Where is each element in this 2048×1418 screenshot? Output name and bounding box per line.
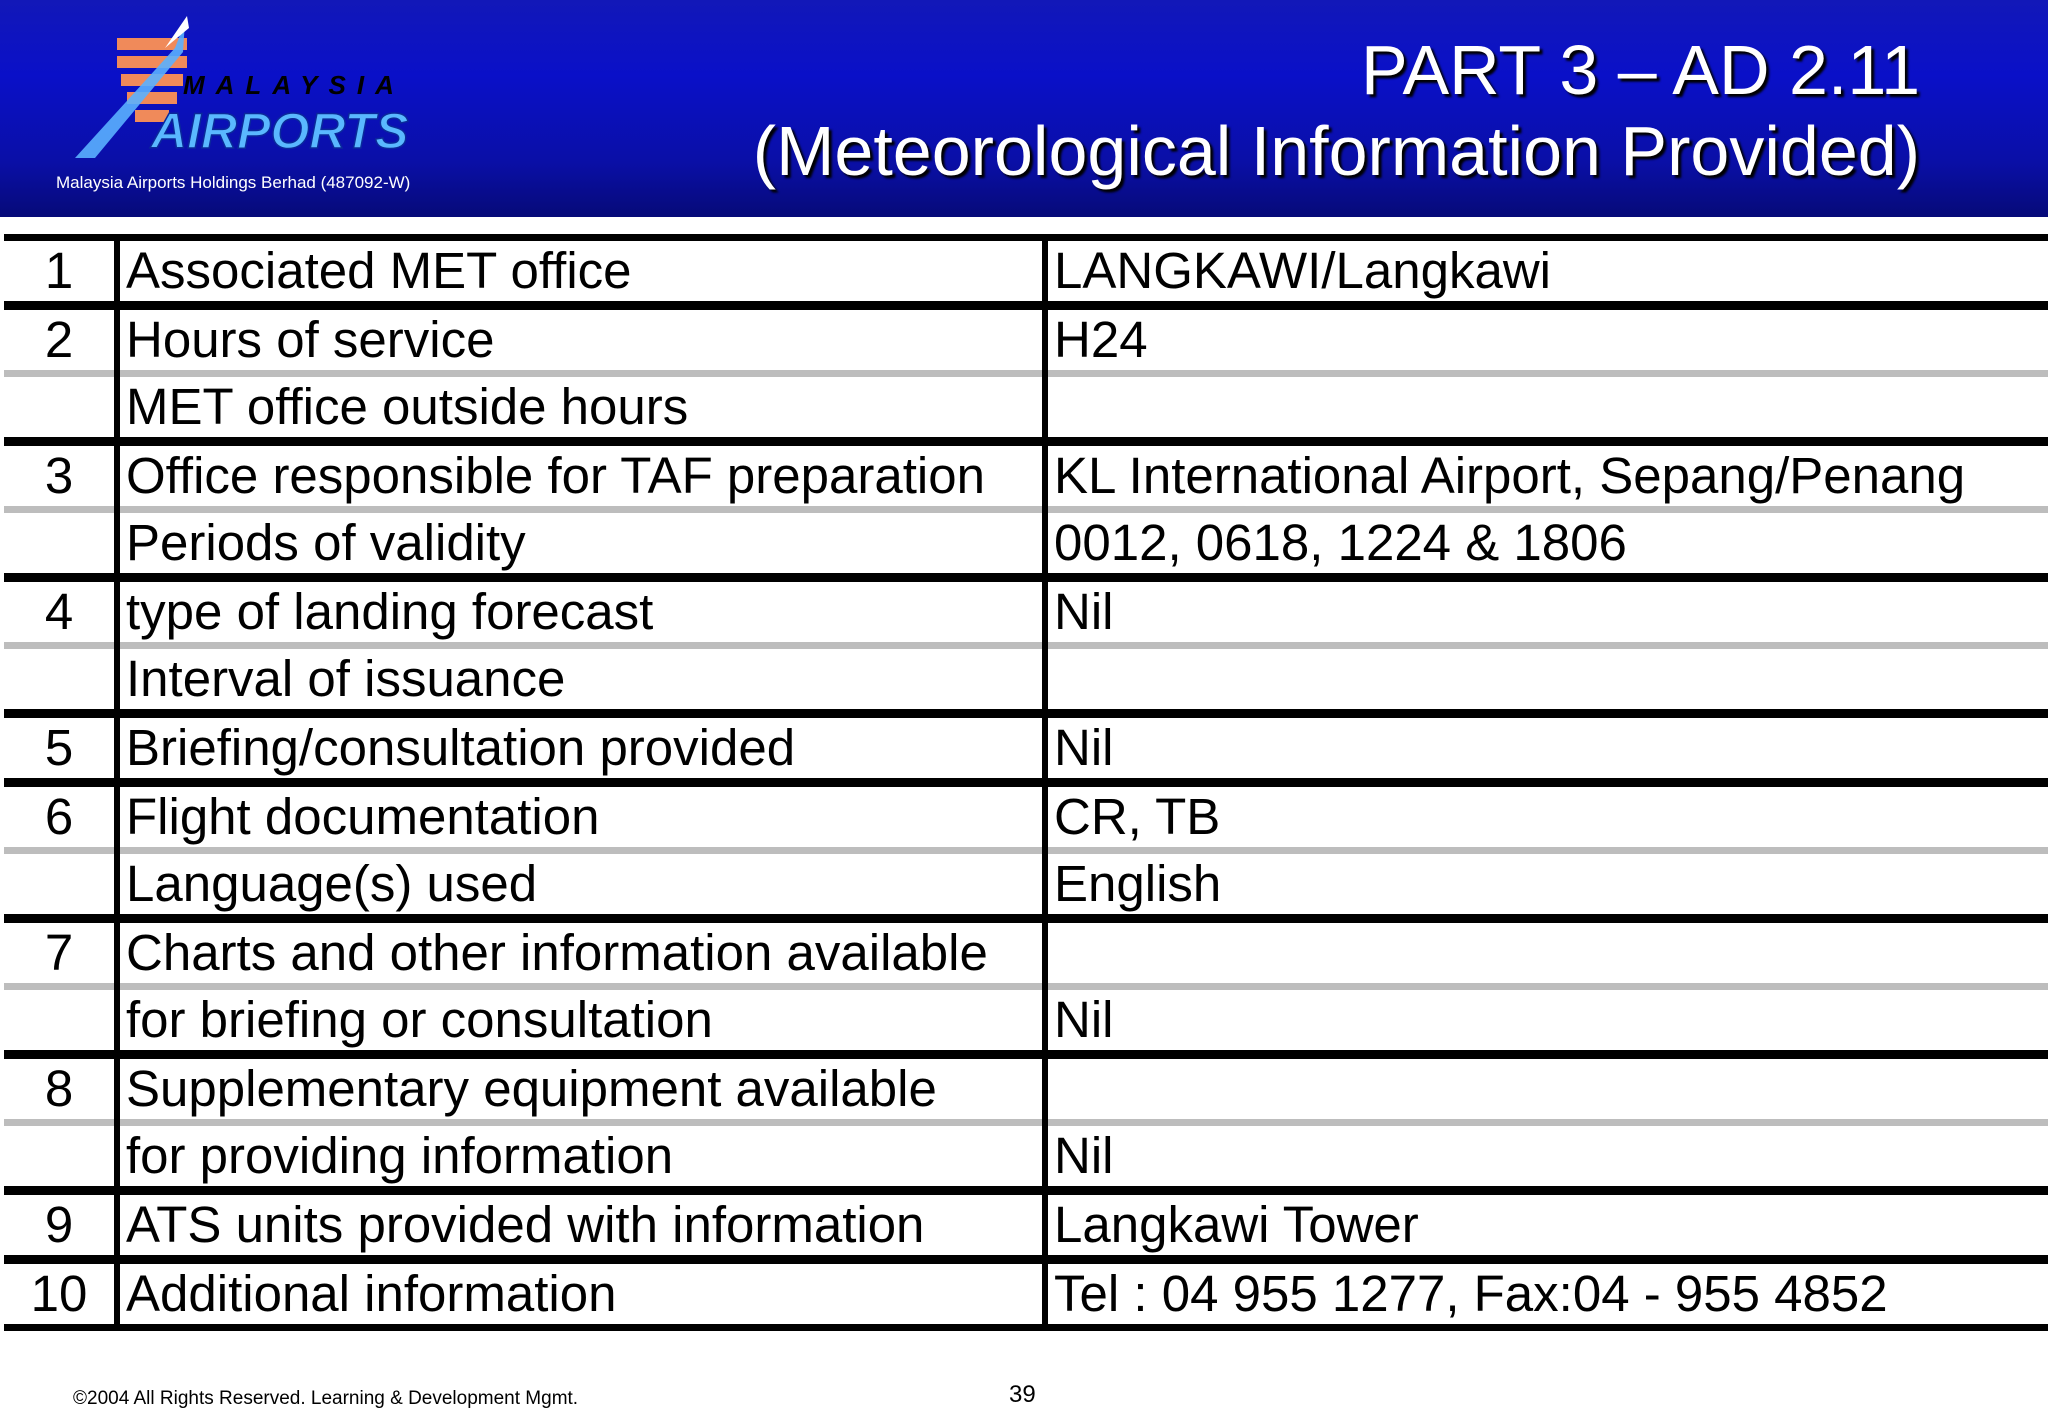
row-value: Nil [1048, 1119, 2048, 1186]
row-number [4, 370, 114, 437]
row-value: Nil [1048, 718, 2048, 778]
row-value: English [1048, 847, 2048, 914]
row-item: Language(s) used [120, 847, 1042, 914]
row-number: 5 [4, 718, 114, 778]
row-item: type of landing forecast [120, 582, 1042, 642]
table-row-group [4, 923, 2048, 1050]
row-value: H24 [1048, 310, 2048, 370]
row-item: for briefing or consultation [120, 983, 1042, 1050]
row-number [4, 506, 114, 573]
row-number: 3 [4, 446, 114, 506]
logo-bottom-text: AIRPORTS [151, 103, 409, 159]
table-row-group [4, 1195, 2048, 1255]
table-row-group [4, 446, 2048, 573]
row-number: 6 [4, 787, 114, 847]
slide-header [0, 0, 2048, 217]
title-line-1: PART 3 – AD 2.11 [1360, 31, 1920, 109]
row-item: Office responsible for TAF preparation [120, 446, 1042, 506]
row-value: Nil [1048, 983, 2048, 1050]
row-value: KL International Airport, Sepang/Penang [1048, 446, 2048, 506]
table-row-group [4, 718, 2048, 778]
row-value: 0012, 0618, 1224 & 1806 [1048, 506, 2048, 573]
row-value [1048, 1059, 2048, 1119]
table-row-group [4, 310, 2048, 437]
row-number: 10 [4, 1264, 114, 1324]
table-row-group [4, 1059, 2048, 1186]
row-number: 2 [4, 310, 114, 370]
row-item: ATS units provided with information [120, 1195, 1042, 1255]
row-item: Periods of validity [120, 506, 1042, 573]
row-value: Tel : 04 955 1277, Fax:04 - 955 4852 [1048, 1264, 2048, 1324]
row-value: Nil [1048, 582, 2048, 642]
row-number: 9 [4, 1195, 114, 1255]
row-value: LANGKAWI/Langkawi [1048, 241, 2048, 301]
table-row-group [4, 1264, 2048, 1324]
row-item: Associated MET office [120, 241, 1042, 301]
row-value: Langkawi Tower [1048, 1195, 2048, 1255]
row-item: Interval of issuance [120, 642, 1042, 709]
row-item: MET office outside hours [120, 370, 1042, 437]
row-value [1048, 370, 2048, 437]
company-name: Malaysia Airports Holdings Berhad (487092-W) [56, 173, 411, 192]
table-row-group [4, 787, 2048, 914]
title-line-2: (Meteorological Information Provided) [752, 112, 1920, 190]
malaysia-airports-logo [55, 8, 455, 168]
slide-title [753, 30, 1920, 192]
met-info-table [4, 234, 2048, 1331]
row-number: 7 [4, 923, 114, 983]
row-number: 1 [4, 241, 114, 301]
row-number [4, 847, 114, 914]
row-number: 8 [4, 1059, 114, 1119]
row-number [4, 642, 114, 709]
row-item: Hours of service [120, 310, 1042, 370]
row-item: Flight documentation [120, 787, 1042, 847]
logo-top-text: MALAYSIA [183, 70, 405, 100]
row-number [4, 1119, 114, 1186]
row-item: Charts and other information available [120, 923, 1042, 983]
row-item: for providing information [120, 1119, 1042, 1186]
table-row-group [4, 582, 2048, 709]
row-value [1048, 642, 2048, 709]
copyright-footer: ©2004 All Rights Reserved. Learning & Development Mgmt. [73, 1388, 579, 1409]
row-number: 4 [4, 582, 114, 642]
row-number [4, 983, 114, 1050]
page-number: 39 [1009, 1381, 1036, 1408]
row-value [1048, 923, 2048, 983]
table-row-group [4, 241, 2048, 301]
row-value: CR, TB [1048, 787, 2048, 847]
row-item: Supplementary equipment available [120, 1059, 1042, 1119]
row-item: Briefing/consultation provided [120, 718, 1042, 778]
row-item: Additional information [120, 1264, 1042, 1324]
